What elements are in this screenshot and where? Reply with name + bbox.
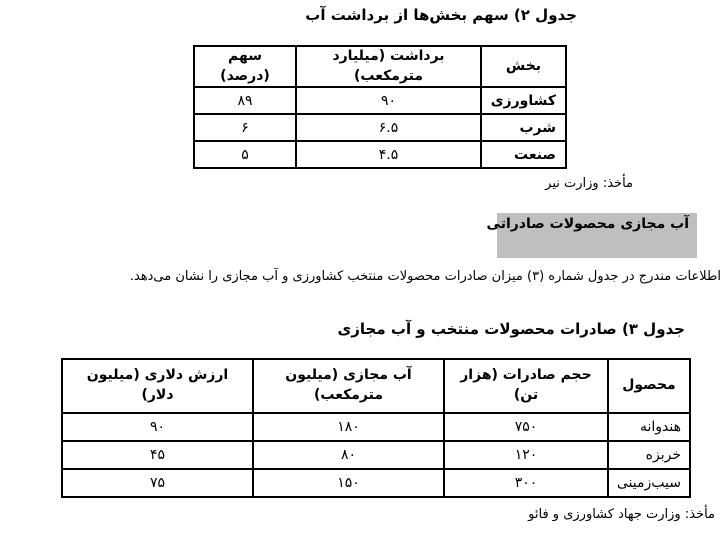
- table2-cell-share: ۸۹: [194, 87, 296, 114]
- table2-source: مأخذ: وزارت نیر: [545, 176, 633, 191]
- table3-cell-product: خربزه: [608, 441, 690, 469]
- table-row: [194, 141, 566, 168]
- table2-cell-sector: کشاورزی: [481, 87, 566, 114]
- table2-cell-withdrawal: ۹۰: [296, 87, 481, 114]
- table3-cell-virtual-water: ۸۰: [253, 441, 444, 469]
- table3-cell-value: ۹۰: [62, 413, 253, 441]
- table2-cell-share: ۵: [194, 141, 296, 168]
- table2-cell-sector: شرب: [481, 114, 566, 141]
- table-row: [194, 87, 566, 114]
- table2-cell-sector: صنعت: [481, 141, 566, 168]
- table-row: [62, 441, 690, 469]
- table3-cell-volume: ۳۰۰: [444, 469, 608, 497]
- table3-title: جدول ۳) صادرات محصولات منتخب و آب مجازی: [337, 320, 685, 338]
- table2-cell-share: ۶: [194, 114, 296, 141]
- table-row: [194, 114, 566, 141]
- table-row: [62, 469, 690, 497]
- table2-col-share: سهم (درصد): [194, 46, 296, 87]
- table-row: [62, 413, 690, 441]
- table3-cell-volume: ۷۵۰: [444, 413, 608, 441]
- table3-col-product: محصول: [608, 359, 690, 413]
- table2-col-withdrawal: برداشت (میلیارد مترمکعب): [296, 46, 481, 87]
- table3-cell-virtual-water: ۱۵۰: [253, 469, 444, 497]
- table2-cell-withdrawal: ۶.۵: [296, 114, 481, 141]
- table3-cell-virtual-water: ۱۸۰: [253, 413, 444, 441]
- table2-header-row: [194, 46, 566, 87]
- table3-cell-product: سیب‌زمینی: [608, 469, 690, 497]
- table3-source: مأخذ: وزارت جهاد کشاورزی و فائو: [528, 507, 715, 522]
- virtual-water-section-heading: آب مجازی محصولات صادراتی: [497, 213, 697, 258]
- table3-cell-value: ۴۵: [62, 441, 253, 469]
- table2-col-sector: بخش: [481, 46, 566, 87]
- table3-header-row: [62, 359, 690, 413]
- intro-paragraph: اطلاعات مندرج در جدول شماره (۳) میزان صادرات محصولات منتخب کشاورزی و آب مجازی را نشان می‌دهد.: [129, 269, 721, 284]
- table3-col-volume: حجم صادرات (هزار تن): [444, 359, 608, 413]
- table2-water-withdrawal: [193, 45, 567, 169]
- table3-cell-volume: ۱۲۰: [444, 441, 608, 469]
- table3-col-virtual-water: آب مجازی (میلیون مترمکعب): [253, 359, 444, 413]
- table3-col-value: ارزش دلاری (میلیون دلار): [62, 359, 253, 413]
- table2-cell-withdrawal: ۴.۵: [296, 141, 481, 168]
- table3-cell-product: هندوانه: [608, 413, 690, 441]
- table2-title: جدول ۲) سهم بخش‌ها از برداشت آب: [305, 6, 577, 24]
- table3-cell-value: ۷۵: [62, 469, 253, 497]
- table3-exports-virtual-water: [61, 358, 691, 498]
